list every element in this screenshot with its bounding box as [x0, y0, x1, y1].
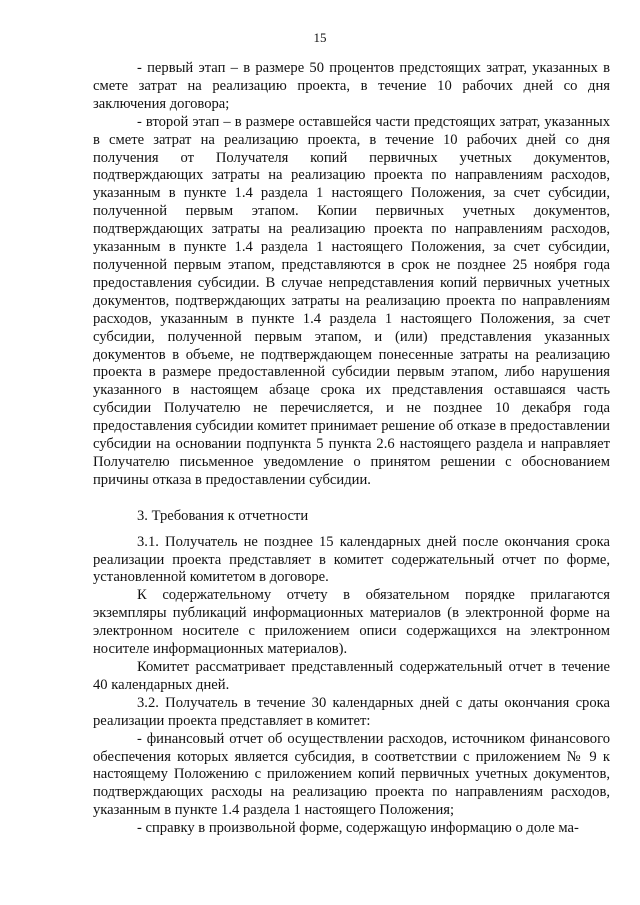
- page-number: 15: [313, 30, 327, 45]
- document-body: [93, 60, 610, 838]
- paragraph-attachments: К содержательному отчету в обязательном порядке прилагаются экземпляры публикаций информационных материалов (в электронной форме на электронном носителе с приложением описи содержащихся на электронном носителе информационных материалов).: [93, 587, 610, 658]
- paragraph-3-2: 3.2. Получатель в течение 30 календарных дней с даты окончания срока реализации проекта представляет в комитет:: [93, 694, 610, 729]
- paragraph-second-stage: - второй этап – в размере оставшейся части предстоящих затрат, указанных в смете затрат на реализацию проекта, в течение 10 рабочих дней со дня получения от Получателя копий первичных учетных документов, подтверждающих затраты на реализацию проекта по направлениям расходов, указанным в пункте 1.4 раздела 1 настоящего Положения, за счет субсидии, полученной первым этапом. Копии первичных учетных документов, подтверждающих затраты на реализацию проекта по направлениям расходов, указанным в пункте 1.4 раздела 1 настоящего Положения, за счет субсидии, полученной первым этапом, представляются в срок не позднее 25 ноября года предоставления субсидии. В случае непредставления копий первичных учетных документов, подтверждающих затраты на реализацию проекта по направлениям расходов, указанным в пункте 1.4 раздела 1 настоящего Положения, за счет субсидии, полученной первым этапом, и (или) представления указанных документов в объеме, не подтверждающем понесенные затраты на реализацию проекта в размере предоставленной субсидии первым этапом, либо нарушения указанного в настоящем абзаце срока их представления оставшаяся часть субсидии Получателю не перечисляется, и не позднее 10 декабря года предоставления субсидии комитет принимает решение об отказе в предоставлении субсидии на основании подпункта 5 пункта 2.6 настоящего раздела и направляет Получателю письменное уведомление о принятом решении с обоснованием причины отказа в предоставлении субсидии.: [93, 113, 610, 488]
- paragraph-3-1: 3.1. Получатель не позднее 15 календарных дней после окончания срока реализации проекта представляет в комитет содержательный отчет по форме, установленной комитетом в договоре.: [93, 533, 610, 586]
- paragraph-first-stage: - первый этап – в размере 50 процентов предстоящих затрат, указанных в смете затрат на реализацию проекта, в течение 10 рабочих дней со дня заключения договора;: [93, 60, 610, 112]
- paragraph-review-period: Комитет рассматривает представленный содержательный отчет в течение 40 календарных дней.: [93, 659, 610, 693]
- paragraph-certificate: - справку в произвольной форме, содержащую информацию о доле ма-: [137, 820, 579, 837]
- paragraph-financial-report: - финансовый отчет об осуществлении расходов, источником финансового обеспечения которых является субсидия, в соответствии с приложением № 9 к настоящему Положению с приложением копий первичных учетных документов, подтверждающих расходы на реализацию проекта по направлениям расходов, указанным в пункте 1.4 раздела 1 настоящего Положения;: [93, 730, 610, 819]
- section-heading: 3. Требования к отчетности: [137, 507, 309, 524]
